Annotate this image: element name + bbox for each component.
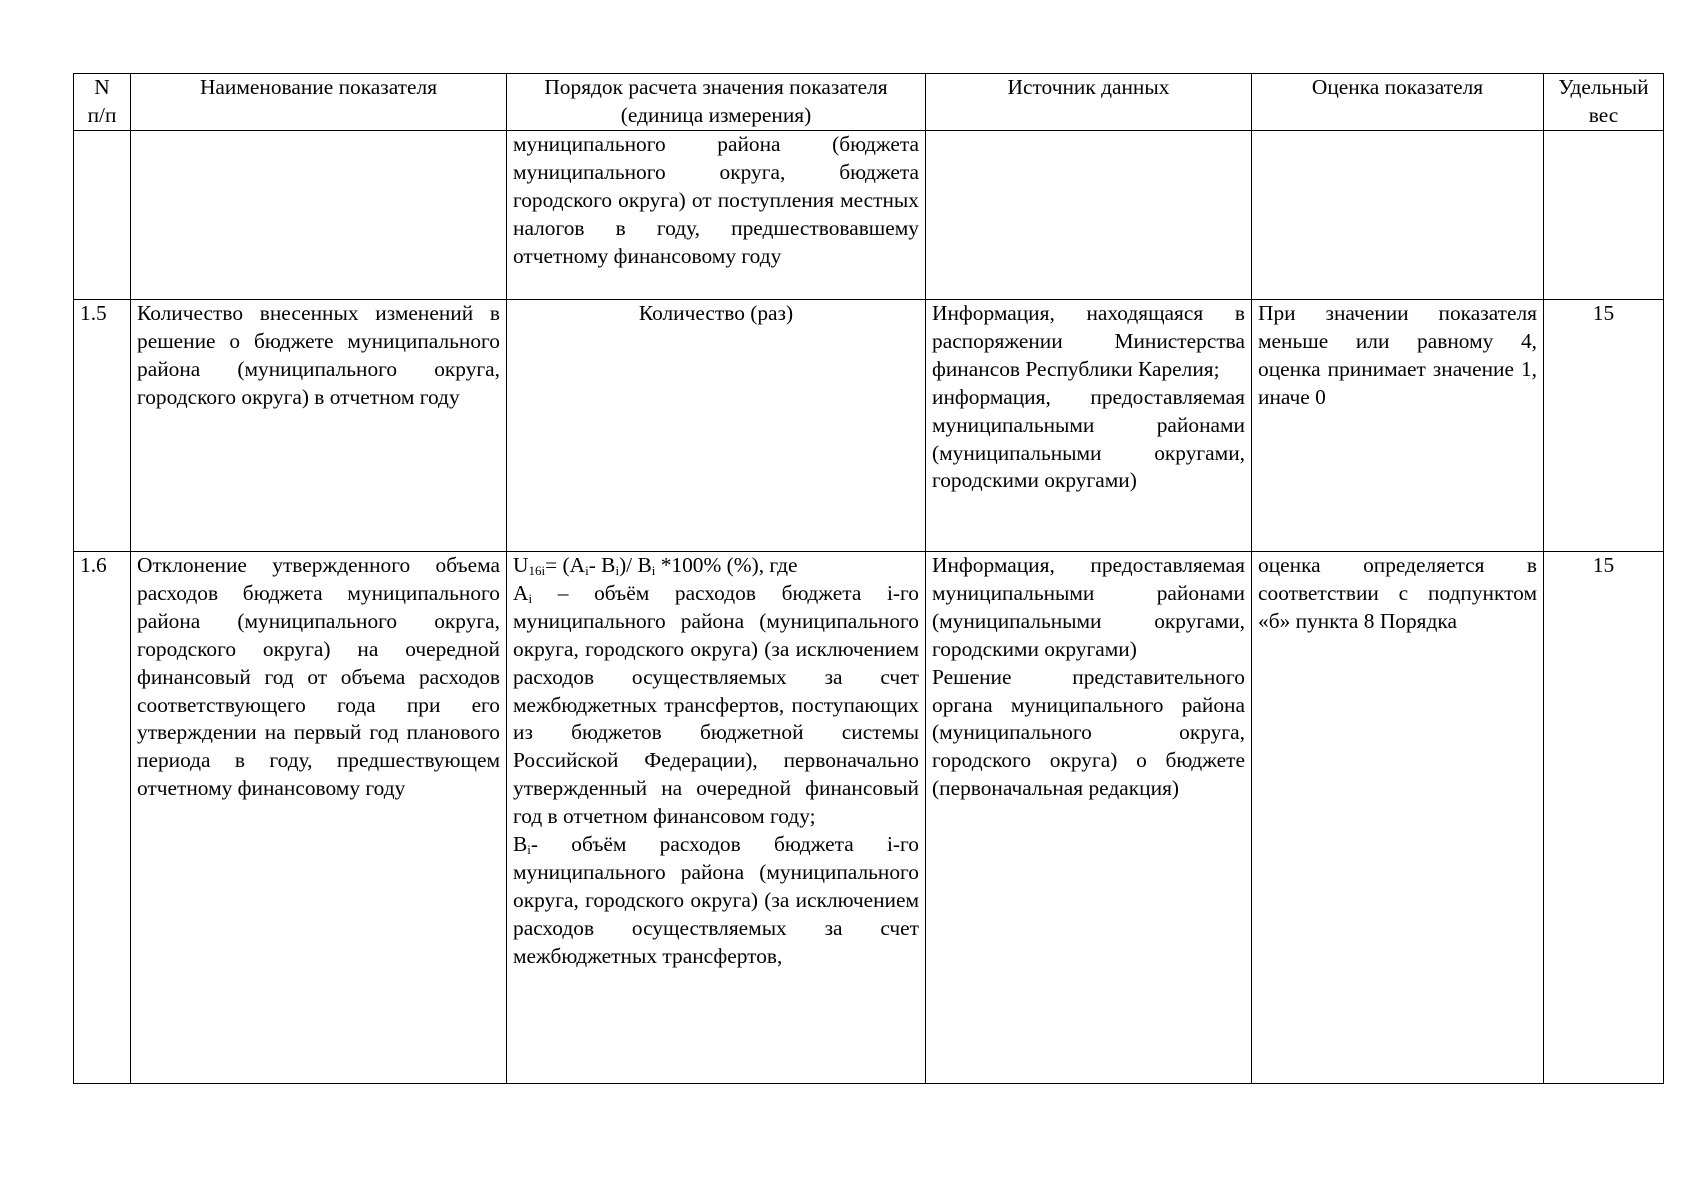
header-weight-line1: Удельный [1558,75,1649,99]
formula-b2-sub: i [651,563,656,578]
a-letter: A [513,580,529,605]
formula-minus: - B [588,553,616,577]
cell-num: 1.6 [74,552,131,1084]
cell-num: 1.5 [74,300,131,552]
formula-u-sub: 16i [528,563,546,578]
cell-name: Количество внесенных изменений в решение о бюджете муниципального района (муниципального округа, городского округа) в отчетном году [131,300,507,552]
header-calc-line2: (единица измерения) [620,102,812,127]
header-name: Наименование показателя [131,74,507,131]
formula-line [513,552,919,580]
table-row-1-5 [74,300,1664,552]
cell-rating: При значении показателя меньше или равному 4, оценка принимает значение 1, иначе 0 [1252,300,1544,552]
table-header-row [74,74,1664,131]
source-paragraph-1: Информация, находящаяся в распоряжении Министерства финансов Республики Карелия; [932,301,1245,381]
b-definition [513,831,919,971]
header-calc-line1: Порядок расчета значения показателя [544,75,888,99]
cell-rating [1252,131,1544,300]
a-letter-sub: i [528,590,533,606]
source-paragraph-1: Информация, предоставляемая муниципальными районами (муниципальными округами, городскими округами) [932,553,1245,661]
cell-rating: оценка определяется в соответствии с подпунктом «б» пункта 8 Порядка [1252,552,1544,1084]
cell-weight: 15 [1544,300,1664,552]
cell-calc: Количество (раз) [507,300,926,552]
header-num [74,74,131,131]
cell-calc: муниципального района (бюджета муниципального округа, бюджета городского округа) от поступления местных налогов в году, предшествовавшему отчетному финансовому году [507,131,926,300]
header-num-line1: N [94,75,110,99]
formula-div: )/ B [619,553,652,577]
a-definition [513,580,919,831]
cell-source [926,300,1252,552]
b-letter-sub: i [527,842,531,858]
cell-name: Отклонение утвержденного объема расходов бюджета муниципального района (муниципального округа, городского округа) на очередной финансовый год от объема расходов соответствующего года при его утверждении на первый год планового периода в году, предшествующем отчетному финансовому году [131,552,507,1084]
formula-tail: *100% (%), где [655,553,798,577]
header-weight [1544,74,1664,131]
b-letter: B [513,832,528,857]
header-source: Источник данных [926,74,1252,131]
cell-num [74,131,131,300]
header-weight-line2: вес [1588,102,1619,127]
a-definition-text: – объём расходов бюджета i-го муниципального района (муниципального округа, городского округа) (за исключением расходов осуществляемых за счет межбюджетных трансфертов, поступающих из бюджетов бюджетной системы Российской Федерации), первоначально утвержденный на очередной финансовый год в отчетном финансовом году; [513,580,919,829]
table-row-1-6 [74,552,1664,1084]
source-paragraph-2: Решение представительного органа муниципального района (муниципального округа, городского округа) о бюджете (первоначальная редакция) [932,664,1245,801]
formula-b-sub: i [615,563,620,578]
source-paragraph-2: информация, предоставляемая муниципальными районами (муниципальными округами, городскими округами) [932,384,1245,493]
cell-name [131,131,507,300]
formula-a-sub: i [585,563,589,578]
b-definition-text: - объём расходов бюджета i-го муниципального района (муниципального округа, городского округа) (за исключением расходов осуществляемых за счет межбюджетных трансфертов, [513,832,919,968]
table-row-continuation [74,131,1664,300]
cell-source [926,131,1252,300]
cell-weight: 15 [1544,552,1664,1084]
header-rating: Оценка показателя [1252,74,1544,131]
header-calc [507,74,926,131]
cell-weight [1544,131,1664,300]
indicators-table [73,73,1664,1084]
header-num-line2: п/п [87,102,117,127]
formula-eq: = (A [545,553,586,577]
cell-calc [507,552,926,1084]
cell-source [926,552,1252,1084]
formula-u: U [513,553,529,577]
